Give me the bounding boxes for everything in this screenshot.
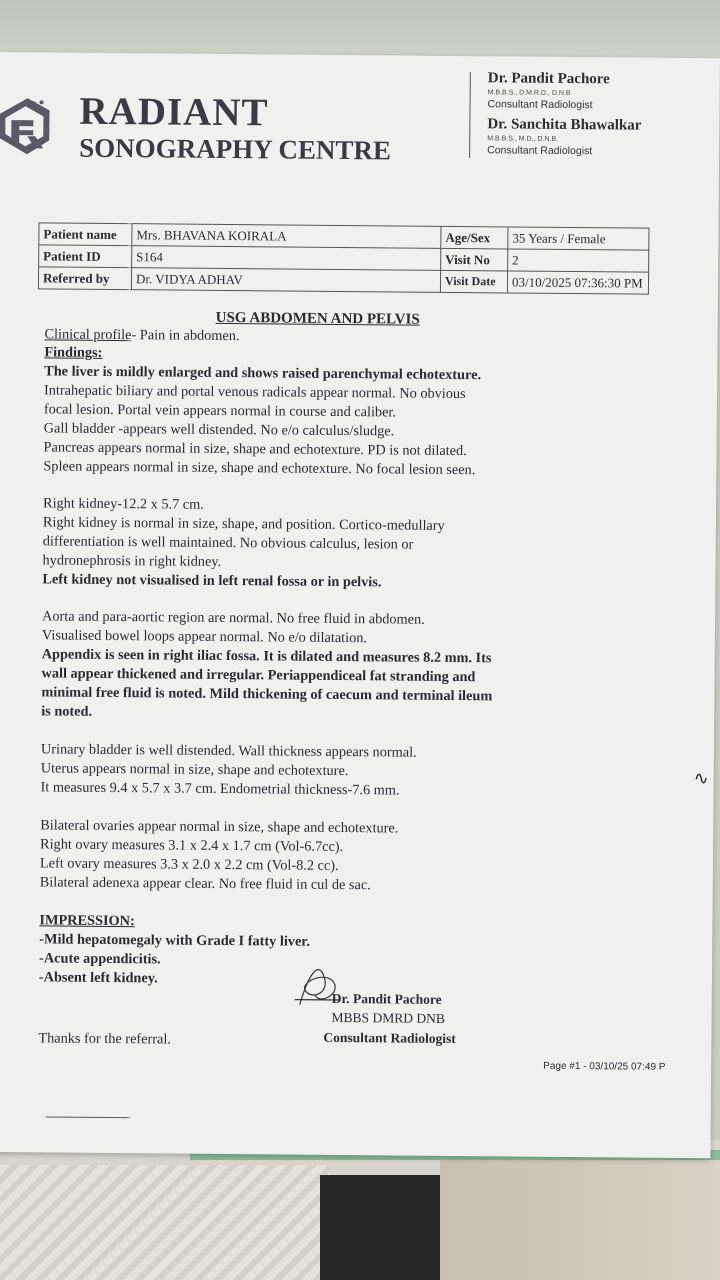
patient-name: Mrs. BHAVANA KOIRALA xyxy=(132,224,441,249)
cloth xyxy=(0,1165,330,1280)
report-paper xyxy=(0,52,720,1158)
finding-line: Pancreas appears normal in size, shape and echotexture. PD is not dilated. xyxy=(43,439,467,460)
finding-line: Urinary bladder is well distended. Wall thickness appears normal. xyxy=(40,741,417,761)
signatory-name: Dr. Pandit Pachore xyxy=(331,990,442,1007)
doctor-role-2: Consultant Radiologist xyxy=(487,144,593,158)
finding-line: Right kidney-12.2 x 5.7 cm. xyxy=(42,495,204,513)
finding-line: Bilateral adenexa appear clear. No free fluid in cul de sac. xyxy=(39,874,371,894)
patient-id-label: Patient ID xyxy=(39,245,132,268)
finding-line: minimal free fluid is noted. Mild thickening of caecum and terminal ileum xyxy=(41,684,493,705)
patient-id: S164 xyxy=(132,246,441,271)
dark-object xyxy=(320,1175,440,1280)
impression-item: -Mild hepatomegaly with Grade I fatty liver. xyxy=(39,931,311,950)
header-divider xyxy=(469,72,471,158)
patient-name-label: Patient name xyxy=(39,223,132,246)
finding-line: Left kidney not visualised in left renal fossa or in pelvis. xyxy=(42,571,382,591)
finding-line: Right kidney is normal in size, shape, and position. Cortico-medullary xyxy=(42,514,445,534)
doctor-degrees-2: M.B.B.S., M.D., D.N.B. xyxy=(487,135,559,143)
brand-subtitle: SONOGRAPHY CENTRE xyxy=(79,132,392,166)
brand-name: RADIANT xyxy=(79,89,269,135)
wood-surface xyxy=(440,1160,720,1280)
signatory-role: Consultant Radiologist xyxy=(323,1029,456,1047)
finding-line: Right ovary measures 3.1 x 2.4 x 1.7 cm (Vol-6.7cc). xyxy=(40,836,344,856)
finding-line: wall appear thickened and irregular. Periappendiceal fat stranding and xyxy=(41,665,476,686)
impression-label: IMPRESSION: xyxy=(39,912,135,930)
thanks-note: Thanks for the referral. xyxy=(38,1030,172,1048)
pen-mark: ∿ xyxy=(693,768,709,789)
visit-no: 2 xyxy=(508,249,649,272)
page-footer: Page #1 - 03/10/25 07:49 P xyxy=(543,1060,666,1073)
visit-no-label: Visit No xyxy=(441,248,508,271)
finding-line: Bilateral ovaries appear normal in size, shape and echotexture. xyxy=(40,817,399,837)
finding-line: focal lesion. Portal vein appears normal in course and caliber. xyxy=(43,401,397,421)
age-sex: 35 Years / Female xyxy=(508,227,649,250)
clinical-profile-label: Clinical profile xyxy=(44,326,132,344)
impression-item: -Acute appendicitis. xyxy=(39,950,161,968)
doctor-degrees-1: M.B.B.S., D.M.R.D., D.N.B xyxy=(487,89,571,97)
impression-item: -Absent left kidney. xyxy=(38,969,158,987)
age-sex-label: Age/Sex xyxy=(441,226,508,249)
finding-line: Uterus appears normal in size, shape and echotexture. xyxy=(40,760,349,780)
visit-date: 03/10/2025 07:36:30 PM xyxy=(507,271,648,294)
referred-by-label: Referred by xyxy=(38,267,131,290)
clinical-profile-text: - Pain in abdomen. xyxy=(131,327,240,345)
doctor-name-2: Dr. Sanchita Bhawalkar xyxy=(487,116,642,134)
patient-info-table xyxy=(38,222,650,294)
finding-line: Visualised bowel loops appear normal. No e/o dilatation. xyxy=(41,627,368,647)
visit-date-label: Visit Date xyxy=(440,270,507,293)
doctor-role-1: Consultant Radiologist xyxy=(487,98,593,112)
finding-line: Spleen appears normal in size, shape and echotexture. No focal lesion seen. xyxy=(43,458,476,479)
signatory-degrees: MBBS DMRD DNB xyxy=(331,1009,445,1026)
findings-label: Findings: xyxy=(44,344,103,361)
finding-line: It measures 9.4 x 5.7 x 3.7 cm. Endometrial thickness-7.6 mm. xyxy=(40,779,400,799)
finding-line: Intrahepatic biliary and portal venous radicals appear normal. No obvious xyxy=(43,382,466,403)
finding-line: hydronephrosis in right kidney. xyxy=(42,552,222,570)
finding-line: The liver is mildly enlarged and shows raised parenchymal echotexture. xyxy=(44,363,482,384)
logo-icon xyxy=(0,76,70,197)
finding-line: Aorta and para-aortic region are normal. No free fluid in abdomen. xyxy=(42,608,425,628)
referred-by: Dr. VIDYA ADHAV xyxy=(131,268,440,293)
finding-line: is noted. xyxy=(41,703,93,720)
finding-line: Appendix is seen in right iliac fossa. It is dilated and measures 8.2 mm. Its xyxy=(41,646,492,667)
finding-line: differentiation is well maintained. No obvious calculus, lesion or xyxy=(42,533,414,553)
clinical-profile xyxy=(44,326,239,345)
finding-line: Left ovary measures 3.3 x 2.0 x 2.2 cm (Vol-8.2 cc). xyxy=(39,855,339,874)
pen-line xyxy=(46,1116,131,1118)
report-title: USG ABDOMEN AND PELVIS xyxy=(215,309,420,328)
finding-line: Gall bladder -appears well distended. No e/o calculus/sludge. xyxy=(43,420,395,440)
doctor-name-1: Dr. Pandit Pachore xyxy=(487,70,610,88)
